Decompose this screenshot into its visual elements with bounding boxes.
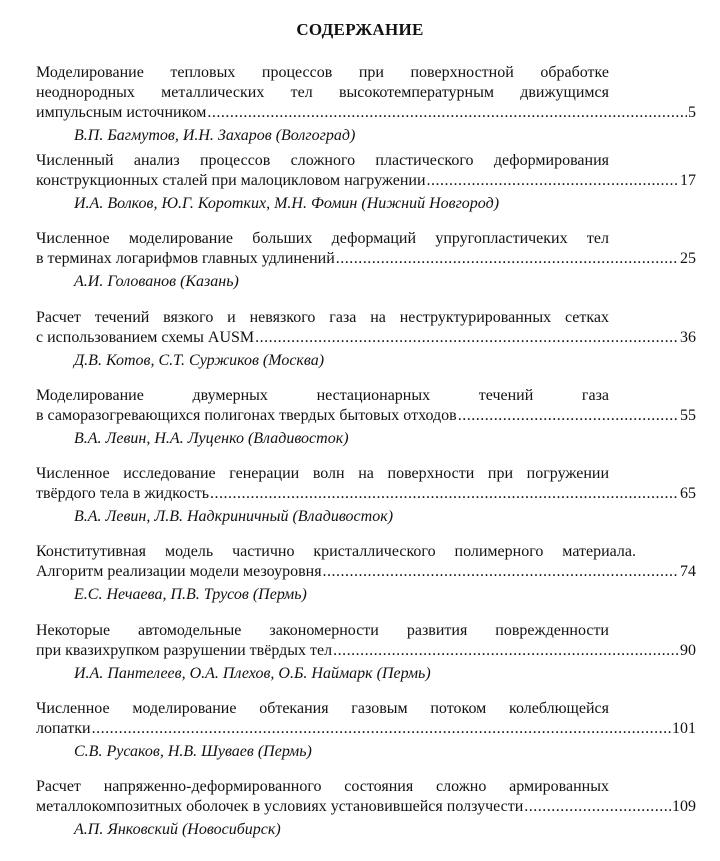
entry-title-end: металлокомпозитных оболочек в условиях установившейся ползучести xyxy=(36,798,524,816)
entry-title-line: Моделирование тепловых процессов при поверхностной обработке xyxy=(36,64,609,81)
dot-leader xyxy=(255,328,679,348)
toc-entry xyxy=(36,699,696,777)
toc-entry xyxy=(36,386,696,464)
entry-title-line: Численное моделирование обтекания газовым потоком колеблющейся xyxy=(36,700,609,718)
entry-title-line: Численный анализ процессов сложного пластического деформирования xyxy=(36,152,609,169)
entry-authors: И.А. Пантелеев, О.А. Плехов, О.Б. Наймарк (Пермь) xyxy=(74,664,431,682)
entry-title-end: лопатки xyxy=(36,720,91,738)
dot-leader xyxy=(92,719,671,739)
dot-leader xyxy=(458,406,679,426)
dot-leader xyxy=(210,484,679,504)
dot-leader xyxy=(427,171,679,191)
entry-authors: Д.В. Котов, С.Т. Суржиков (Москва) xyxy=(74,351,325,369)
entry-authors: В.П. Багмутов, И.Н. Захаров (Волгоград) xyxy=(74,127,356,144)
dot-leader xyxy=(323,562,679,582)
toc-entry xyxy=(36,621,696,699)
entry-authors: И.А. Волков, Ю.Г. Коротких, М.Н. Фомин (Нижний Новгород) xyxy=(74,195,500,212)
page-number: 17 xyxy=(680,172,696,189)
entry-title-last-line[interactable] xyxy=(36,484,696,504)
page-number: 101 xyxy=(672,720,696,738)
toc-list xyxy=(36,63,696,856)
entry-title-line: Некоторые автомодельные закономерности развития поврежденности xyxy=(36,621,609,639)
page-number: 65 xyxy=(680,485,696,503)
entry-title-end: твёрдого тела в жидкость xyxy=(36,485,209,503)
toc-entry xyxy=(36,464,696,542)
entry-authors: А.И. Голованов (Казань) xyxy=(74,273,239,291)
toc-entry xyxy=(36,63,696,151)
entry-title-last-line[interactable] xyxy=(36,797,696,817)
toc-entry xyxy=(36,542,696,620)
entry-authors: Е.С. Нечаева, П.В. Трусов (Пермь) xyxy=(74,586,307,604)
dot-leader xyxy=(524,797,671,817)
entry-authors: С.В. Русаков, Н.В. Шуваев (Пермь) xyxy=(74,743,312,761)
page-number: 55 xyxy=(680,406,696,424)
entry-title-end: в терминах логарифмов главных удлинений xyxy=(36,250,335,268)
entry-title-line: Численное моделирование больших деформаций упругопластичеких тел xyxy=(36,230,609,248)
page-number: 5 xyxy=(688,104,696,121)
entry-title-line: неоднородных металлических тел высокотемпературным движущимся xyxy=(36,84,609,101)
entry-title-line: Расчет напряженно-деформированного состояния сложно армированных xyxy=(36,778,609,796)
entry-title-end: Алгоритм реализации модели мезоуровня xyxy=(36,563,322,581)
entry-authors: А.П. Янковский (Новосибирск) xyxy=(74,821,281,839)
entry-authors: В.А. Левин, Л.В. Надкриничный (Владивосток) xyxy=(74,508,394,526)
page-title: СОДЕРЖАНИЕ xyxy=(296,20,424,39)
entry-title-last-line[interactable] xyxy=(36,328,696,348)
entry-title-line: Численное исследование генерации волн на поверхности при погружении xyxy=(36,465,609,483)
entry-title-end: при квазихрупком разрушении твёрдых тел xyxy=(36,641,333,659)
toc-entry xyxy=(36,777,696,855)
entry-title-last-line[interactable] xyxy=(36,641,696,661)
entry-title-line: Конститутивная модель частично кристаллического полимерного материала. xyxy=(36,543,636,561)
entry-title-end: в саморазогревающихся полигонах твердых бытовых отходов xyxy=(36,406,457,424)
entry-title-last-line[interactable] xyxy=(36,171,696,191)
entry-title-line: Расчет течений вязкого и невязкого газа на неструктурированных сетках xyxy=(36,308,609,326)
toc-entry xyxy=(36,308,696,386)
entry-title-last-line[interactable] xyxy=(36,249,696,269)
entry-title-line: Моделирование двумерных нестационарных течений газа xyxy=(36,386,609,404)
entry-title-end: с использованием схемы AUSM xyxy=(36,328,255,346)
entry-title-last-line[interactable] xyxy=(36,103,696,123)
toc-entry xyxy=(36,229,696,307)
dot-leader xyxy=(336,249,679,269)
entry-title-end: конструкционных сталей при малоцикловом нагружении xyxy=(36,172,426,189)
entry-title-last-line[interactable] xyxy=(36,406,696,426)
entry-title-last-line[interactable] xyxy=(36,719,696,739)
page-number: 90 xyxy=(680,641,696,659)
toc-entry xyxy=(36,151,696,229)
dot-leader xyxy=(333,641,679,661)
page-number: 74 xyxy=(680,563,696,581)
entry-title-last-line[interactable] xyxy=(36,562,696,582)
dot-leader xyxy=(207,103,687,123)
page-number: 25 xyxy=(680,250,696,268)
entry-authors: В.А. Левин, Н.А. Луценко (Владивосток) xyxy=(74,429,349,447)
entry-title-end: импульсным источником xyxy=(36,104,207,121)
page-number: 36 xyxy=(680,328,696,346)
page-number: 109 xyxy=(672,798,696,816)
